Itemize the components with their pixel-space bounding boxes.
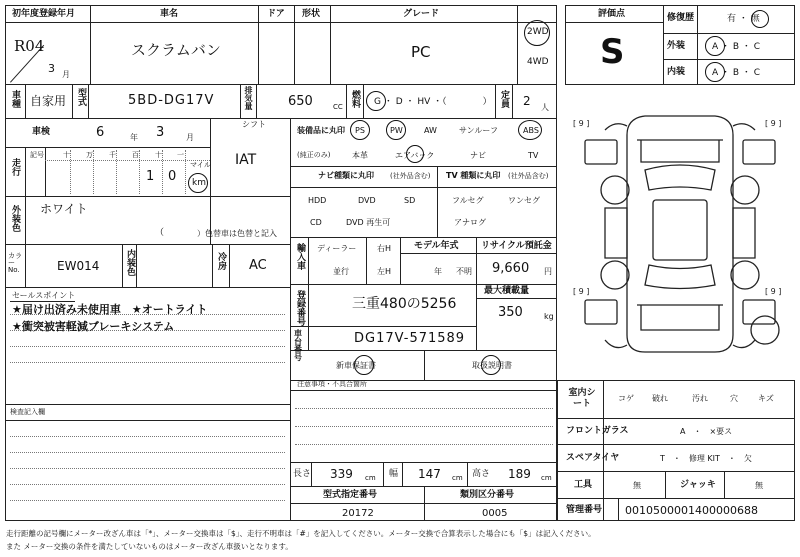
guarantee-new-car: 新車保証書 <box>336 361 376 370</box>
footnote-1: 走行距離の記号欄にメーター改ざん車は「*」、メーター交換車は「$」、走行不明車は「#」を記入してください。メーター交換で合算表示した場合にも「$」は記入ください。 <box>6 529 596 538</box>
footnote-2: また メーター交換の条件を満たしていないものはメーター改ざん車扱いとなります。 <box>6 542 293 551</box>
category-value: 0005 <box>482 508 508 519</box>
import-dealer: ディーラー <box>317 244 357 253</box>
tools-label: 工具 <box>574 480 593 490</box>
color-code-label: カラーNo. <box>8 252 22 274</box>
interior-sheet-label: 室内シート <box>568 388 596 409</box>
capacity-unit: 人 <box>541 103 549 112</box>
exterior-options: A ・ B ・ C <box>712 42 761 52</box>
color-note: ）色替車は色替と記入 <box>197 229 277 238</box>
equipment-sub: (純正のみ) <box>297 151 331 159</box>
import-left: 左H <box>377 267 392 276</box>
grading-score: S <box>600 32 625 72</box>
tv-fullseg: フルセグ <box>452 196 484 205</box>
digit-label-1: 万 <box>86 151 93 159</box>
recycle-label: リサイクル預託金 <box>481 241 552 251</box>
navi-dvd-play: DVD 再生可 <box>346 218 391 227</box>
registration-value: 三重480の5256 <box>352 296 457 312</box>
first-reg-month: 3 <box>48 62 55 75</box>
drive-2wd: 2WD <box>527 27 549 37</box>
height-label: 高さ <box>472 469 491 479</box>
sheet-item-2: 汚れ <box>692 394 708 403</box>
recycle-unit: 円 <box>544 267 552 276</box>
equip-abs: ABS <box>523 126 539 135</box>
navi-hdd: HDD <box>308 196 327 205</box>
interior-label: 内装 <box>667 67 686 77</box>
spare-value: T ・ 修理 KIT ・ 欠 <box>660 454 752 463</box>
shape-header: 形状 <box>302 9 321 19</box>
diagram-label-tl: [ 9 ] <box>573 119 590 128</box>
model-year-unknown: 不明 <box>456 267 472 276</box>
equip-sunroof: サンルーフ <box>459 126 498 135</box>
recycle-value: 9,660 <box>492 261 530 276</box>
repair-none-circle <box>751 10 769 28</box>
color-note-open: （ <box>155 228 165 238</box>
import-right: 右H <box>377 244 392 253</box>
guarantee-manual: 取扱説明書 <box>472 361 512 370</box>
mileage-digit-1: 1 <box>146 169 155 184</box>
inspection-year: 6 <box>96 125 105 140</box>
max-load-value: 350 <box>498 305 523 320</box>
length-label: 長さ <box>293 469 312 479</box>
repair-options: 有 ・ 無 <box>727 14 760 24</box>
width-label: 幅 <box>389 469 399 479</box>
fuel-label: 燃料 <box>350 90 360 108</box>
sheet-item-0: コゲ <box>618 394 634 403</box>
model-year-label: モデル年式 <box>414 241 459 251</box>
shift-label: シフト <box>242 120 266 129</box>
shift-value: IAT <box>235 152 257 168</box>
usage-value: 自家用 <box>30 94 67 108</box>
cc-unit: CC <box>333 103 343 111</box>
exterior-label: 外装 <box>667 41 686 51</box>
color-value: ホワイト <box>40 202 88 216</box>
displacement-label: 排気量 <box>244 86 253 110</box>
usage-label: 車種 <box>10 90 20 108</box>
tools-value: 無 <box>633 481 641 490</box>
navi-sd: SD <box>404 196 416 205</box>
color-label: 外装色 <box>10 205 20 232</box>
sales-point-line1: ★届け出済み未使用車 ★オートライト <box>12 303 208 316</box>
km-label: km <box>192 178 206 188</box>
mgmt-label: 管理番号 <box>566 505 603 515</box>
type-designation-value: 20172 <box>342 508 374 519</box>
inspection-label: 車検 <box>32 127 51 137</box>
sheet-item-4: キズ <box>758 394 774 403</box>
max-load-label: 最大積載量 <box>484 286 530 296</box>
mileage-digit-2: 0 <box>168 169 177 184</box>
inspector-label: 検査記入欄 <box>10 408 45 416</box>
chassis-label: 車台番号 <box>294 329 302 362</box>
grade-header: グレード <box>403 9 440 19</box>
tv-suffix: (社外品含む) <box>508 172 549 180</box>
first-reg-era: R04 <box>14 37 45 55</box>
equip-pw: PW <box>390 126 403 135</box>
navi-header: ナビ種類に丸印 <box>318 171 374 180</box>
car-name-header: 車名 <box>160 9 179 19</box>
sheet-item-1: 破れ <box>652 394 668 403</box>
sales-point-label: セールスポイント <box>12 291 76 300</box>
equip-ps-circle <box>350 120 370 140</box>
fuel-options: G ・ D ・ HV ・（ ） <box>374 97 492 107</box>
tv-analog: アナログ <box>454 218 486 227</box>
equip-ps: PS <box>355 126 365 135</box>
mile-label: マイル <box>190 161 211 169</box>
equip-tv: TV <box>528 151 539 160</box>
equip-leather: 本革 <box>352 151 368 160</box>
guarantee-circle <box>354 355 374 375</box>
first-reg-header: 初年度登録年月 <box>12 9 76 19</box>
navi-suffix: (社外品含む) <box>390 172 431 180</box>
length-unit: cm <box>365 474 376 482</box>
sheet-item-3: 穴 <box>730 394 738 403</box>
diagram-label-bl: [ 9 ] <box>573 287 590 296</box>
exterior-a-circle <box>705 36 725 56</box>
tv-oneseg: ワンセグ <box>508 196 540 205</box>
capacity-label: 定員 <box>499 90 509 108</box>
sales-point-line2: ★衝突被害軽減ブレーキシステム <box>12 320 175 333</box>
door-header: ドア <box>267 9 285 19</box>
digit-label-3: 百 <box>132 151 139 159</box>
inspection-month: 3 <box>156 125 165 140</box>
manual-circle <box>481 355 501 375</box>
height-value: 189 <box>508 467 531 481</box>
registration-label: 登録番号 <box>295 290 305 326</box>
ac-label: 冷房 <box>216 252 226 270</box>
height-unit: cm <box>541 474 552 482</box>
import-parallel: 並行 <box>333 267 349 276</box>
interior-options: A ・ B ・ C <box>712 68 761 78</box>
digit-label-2: 千 <box>109 151 116 159</box>
chassis-value: DG17V-571589 <box>354 331 466 346</box>
model-label: 型式 <box>76 88 86 106</box>
equip-airbag-circle <box>406 145 424 163</box>
equip-navi: ナビ <box>470 151 486 160</box>
displacement-value: 650 <box>288 94 313 109</box>
ac-value: AC <box>249 258 267 273</box>
length-value: 339 <box>330 467 353 481</box>
equip-pw-circle <box>386 120 406 140</box>
drive-4wd: 4WD <box>527 57 549 67</box>
jack-label: ジャッキ <box>680 480 716 490</box>
equip-abs-circle <box>518 120 542 140</box>
fuel-g-circle <box>366 91 386 111</box>
diagram-label-br: [ 9 ] <box>765 287 782 296</box>
width-value: 147 <box>418 467 441 481</box>
notes-label: 注意事項・不具合箇所 <box>297 380 367 388</box>
navi-cd: CD <box>310 218 322 227</box>
grade-value: PC <box>411 43 431 61</box>
car-name-value: スクラムバン <box>131 41 221 59</box>
diagram-label-tr: [ 9 ] <box>765 119 782 128</box>
navi-dvd: DVD <box>358 196 376 205</box>
digit-label-5: 一 <box>177 151 184 159</box>
first-reg-month-unit: 月 <box>62 70 70 79</box>
km-circle <box>188 173 208 193</box>
tv-header: TV 種類に丸印 <box>446 171 501 180</box>
mileage-sym-label: 記号 <box>30 151 44 159</box>
mileage-label: 走行 <box>10 158 20 176</box>
car-diagram <box>565 90 795 375</box>
inspection-month-unit: 月 <box>186 133 194 142</box>
width-unit: cm <box>452 474 463 482</box>
interior-a-circle <box>705 62 725 82</box>
front-glass-label: フロントガラス <box>566 426 629 436</box>
equip-aw: AW <box>424 126 437 135</box>
inspection-year-unit: 年 <box>130 133 138 142</box>
model-year-unit: 年 <box>434 267 442 276</box>
spare-label: スペアタイヤ <box>566 453 620 463</box>
equipment-label: 装備品に丸印 <box>297 126 345 135</box>
grading-header: 評価点 <box>598 9 626 19</box>
interior-color-label: 内装色 <box>125 249 135 276</box>
type-designation-label: 型式指定番号 <box>323 490 378 500</box>
capacity-value: 2 <box>523 94 531 108</box>
repair-history-label: 修復歴 <box>667 13 695 23</box>
max-load-unit: kg <box>544 312 554 321</box>
color-code: EW014 <box>57 259 100 273</box>
mgmt-value: 0010500001400000688 <box>625 504 758 517</box>
import-label: 輸入車 <box>295 243 305 270</box>
digit-label-4: 十 <box>155 151 162 159</box>
category-label: 類別区分番号 <box>460 490 515 500</box>
digit-label-0: 十 <box>63 151 70 159</box>
model-value: 5BD-DG17V <box>128 93 215 108</box>
equip-airbag: エアバック <box>395 151 435 160</box>
jack-value: 無 <box>755 481 763 490</box>
front-glass-value: A ・ ×要ス <box>680 427 733 436</box>
